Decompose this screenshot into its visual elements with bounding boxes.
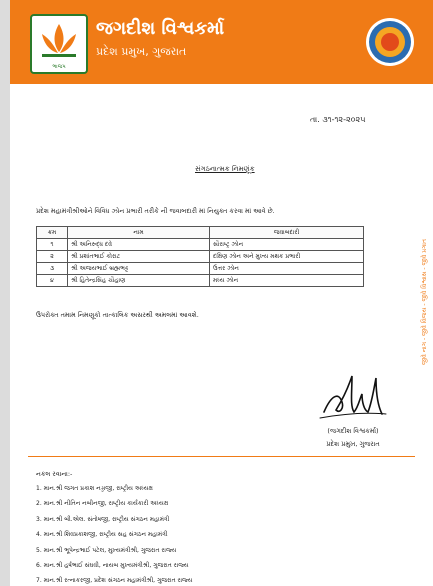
- list-item: 4. માન.શ્રી શિવપ્રકાશજી, રાષ્ટ્રીય સહ સંગઠન મહામંત્રી: [36, 531, 168, 539]
- row-name: શ્રી પ્રશાંતભાઈ કોરાટ: [68, 251, 210, 263]
- separator-line: [28, 456, 415, 457]
- column-header-serial: ક્રમ: [37, 227, 68, 239]
- sender-designation: પ્રદેશ પ્રમુખ, ગુજરાત: [96, 45, 187, 58]
- signature: [316, 368, 390, 424]
- side-slogan-text: જીવે નાગ - જીવે વિજય - જીવે વિશ્વાસ - જીવે પ્રગાત: [421, 239, 428, 365]
- row-role: મધ્ય ઝોન: [210, 275, 364, 287]
- copy-to-heading: નકલ રવાના:-: [36, 470, 73, 478]
- table-row: [37, 251, 364, 263]
- row-role: સૌરાષ્ટ્ર ઝોન: [210, 239, 364, 251]
- table-row: [37, 275, 364, 287]
- row-role: ઉત્તર ઝોન: [210, 263, 364, 275]
- column-header-name: નામ: [68, 227, 210, 239]
- signatory-name: (જગદીશ વિશ્વકર્મા): [327, 427, 379, 435]
- table-header-row: [37, 227, 364, 239]
- table-row: [37, 239, 364, 251]
- lotus-icon: [36, 20, 82, 60]
- copy-to-list: [36, 481, 192, 586]
- column-header-role: જવાબદારી: [210, 227, 364, 239]
- letterhead-band: [10, 0, 433, 84]
- row-name: શ્રી હિતેન્દ્રસિંહ ચૌહાણ: [68, 275, 210, 287]
- list-item: 5. માન.શ્રી ભૂપેન્દ્રભાઈ પટેલ, મુખ્યમંત્રીશ્રી, ગુજરાત રાજ્ય: [36, 546, 177, 554]
- list-item: 7. માન.શ્રી રત્નાકરજી, પ્રદેશ સંગઠન મહામંત્રીશ્રી, ગુજરાત રાજ્ય: [36, 577, 193, 585]
- signatory-designation: પ્રદેશ પ્રમુખ, ગુજરાત: [326, 440, 380, 448]
- letter-page: [10, 0, 433, 586]
- bjp-logo: [30, 14, 88, 74]
- emblem-icon: [366, 18, 414, 66]
- table-row: [37, 263, 364, 275]
- list-item: 3. માન.શ્રી બી.એલ. સંતોષજી, રાષ્ટ્રીય સંગઠન મહામંત્રી: [36, 515, 170, 523]
- letter-subject: સંગઠનાત્મક નિમણૂંક: [195, 165, 255, 173]
- row-name: શ્રી અનિરુદ્ધ દવે: [68, 239, 210, 251]
- row-name: શ્રી અજયભાઈ બ્રહ્મભટ્ટ: [68, 263, 210, 275]
- sender-name: જગદીશ વિશ્વકર્મા: [96, 18, 225, 39]
- row-serial: ૩: [37, 263, 68, 275]
- list-item: 1. માન.શ્રી જગત પ્રકાશ નડ્ડાજી, રાષ્ટ્રીય અધ્યક્ષ: [36, 485, 153, 492]
- row-role: દક્ષિણ ઝોન અને મુખ્ય મથક પ્રભારી: [210, 251, 364, 263]
- side-slogan: [420, 190, 430, 416]
- effect-note: ઉપરોક્ત તમામ નિમણૂકો તાત્કાલિક અસરથી અમલમાં આવશે.: [36, 311, 199, 319]
- assignment-table: [36, 226, 364, 287]
- letter-date: તા. ૩૧-૧૨-૨૦૨૫: [310, 115, 366, 124]
- row-serial: ૧: [37, 239, 68, 251]
- list-item: 2. માન.શ્રી નીતિન નબીનજી, રાષ્ટ્રીય કાર્યકારી અધ્યક્ષ: [36, 500, 169, 508]
- row-serial: ૨: [37, 251, 68, 263]
- list-item: 6. માન.શ્રી હર્ષભાઈ સંઘવી, નાયબ મુખ્યમંત્રીશ્રી, ગુજરાત રાજ્ય: [36, 561, 189, 569]
- logo-caption: ભાજપ: [52, 64, 66, 70]
- row-serial: ૪: [37, 275, 68, 287]
- intro-paragraph: પ્રદેશ મહામંત્રીશ્રીઓને વિવિધ ઝોન પ્રભારી તરીકે ની જવાબદારી માં નિયુક્ત કરવા માં આવે છે.: [36, 207, 275, 215]
